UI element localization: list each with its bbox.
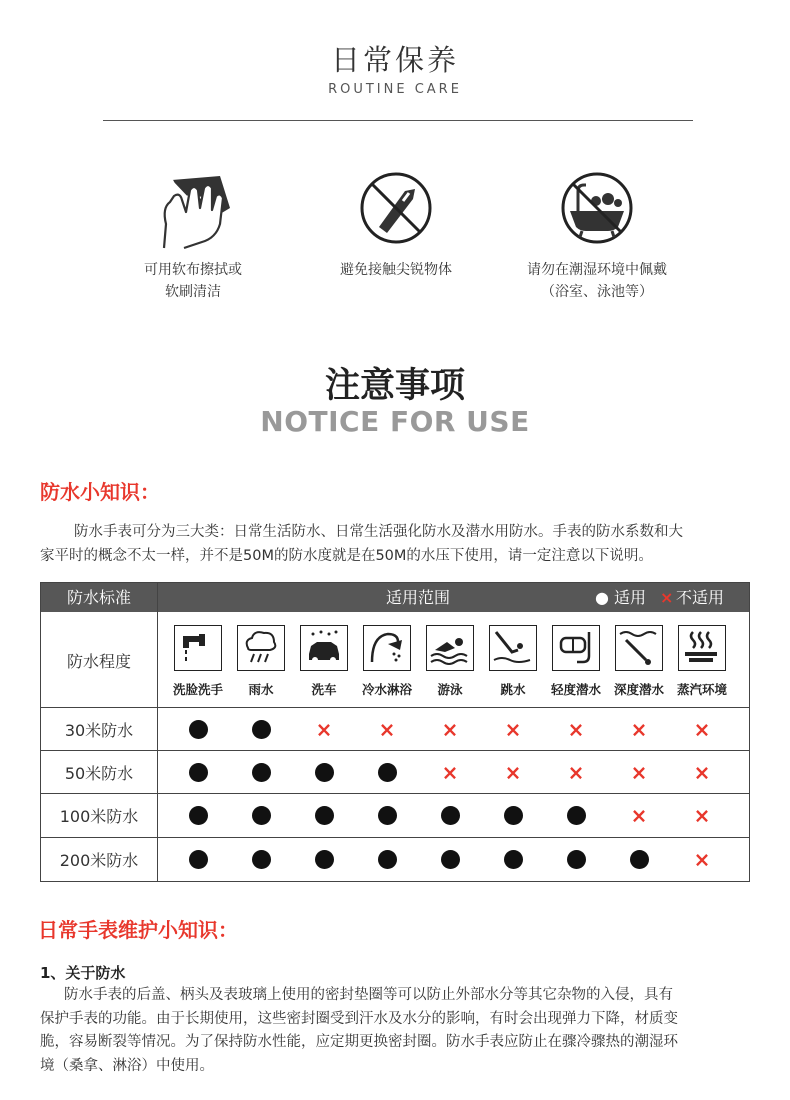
waterproof-table (40, 582, 750, 882)
row-label: 200米防水 (59, 851, 139, 870)
row-label: 30米防水 (64, 721, 134, 740)
suitable-dot (183, 844, 213, 874)
activity-label: 雨水 (248, 682, 274, 697)
row-header-degree: 防水程度 (66, 652, 131, 671)
activity-label: 深度潜水 (613, 682, 664, 697)
rain-icon (237, 625, 285, 671)
dot-icon (567, 806, 586, 825)
unsuitable-cross (561, 757, 591, 787)
cross-icon: × (315, 717, 333, 742)
unsuitable-cross (687, 844, 717, 874)
care-item-humid-line2: （浴室、泳池等） (541, 284, 653, 300)
cross-icon: × (504, 717, 522, 742)
suitable-dot (246, 714, 276, 744)
maintenance-line: 境（桑拿、淋浴）中使用。 (40, 1057, 214, 1074)
cross-icon: × (441, 717, 459, 742)
maintenance-paragraph (40, 984, 760, 1078)
unsuitable-cross (435, 714, 465, 744)
activity-label: 轻度潜水 (550, 682, 601, 697)
suitable-dot (372, 844, 402, 874)
table-header-range: 适用范围 (386, 588, 451, 607)
row-label: 50米防水 (64, 764, 134, 783)
waterproof-para-line2: 家平时的概念不太一样，并不是50M的防水度就是在50M的水压下使用，请一定注意以下说明。 (40, 548, 653, 564)
cross-icon: × (693, 803, 711, 828)
unsuitable-cross (624, 757, 654, 787)
cross-icon: × (693, 717, 711, 742)
dot-icon (378, 850, 397, 869)
cross-icon: × (504, 760, 522, 785)
activity-label: 洗脸洗手 (172, 682, 223, 697)
swimming-icon (426, 625, 474, 671)
dot-icon (441, 850, 460, 869)
cloth-wipe-icon (150, 168, 240, 258)
dot-icon (315, 850, 334, 869)
suitable-dot (309, 757, 339, 787)
dot-icon (567, 850, 586, 869)
unsuitable-cross (498, 714, 528, 744)
unsuitable-cross (435, 757, 465, 787)
cross-icon: × (567, 717, 585, 742)
unsuitable-cross (372, 714, 402, 744)
dot-icon (378, 806, 397, 825)
unsuitable-cross (309, 714, 339, 744)
table-row-divider (41, 750, 749, 751)
dot-icon (189, 806, 208, 825)
suitable-dot (309, 844, 339, 874)
suitable-dot (624, 844, 654, 874)
unsuitable-cross (624, 714, 654, 744)
waterproof-para-line1: 防水手表可分为三大类：日常生活防水、日常生活强化防水及潜水用防水。手表的防水系数和大 (74, 524, 683, 540)
cross-icon: × (567, 760, 585, 785)
care-item-sharp (286, 259, 506, 281)
cross-icon: × (441, 760, 459, 785)
dot-icon (189, 850, 208, 869)
table-row-divider (41, 707, 749, 708)
care-item-sharp-line1: 避免接触尖锐物体 (340, 262, 452, 278)
maintenance-item-title: 1、关于防水 (40, 964, 126, 982)
dot-icon (189, 763, 208, 782)
no-bath-icon (552, 163, 642, 253)
diving-icon (489, 625, 537, 671)
unsuitable-cross (624, 800, 654, 830)
no-knife-icon (351, 163, 441, 253)
waterproof-paragraph (40, 520, 760, 568)
suitable-dot (498, 800, 528, 830)
notice-title: 注意事项 (324, 366, 465, 406)
suitable-dot (435, 844, 465, 874)
dot-icon (504, 806, 523, 825)
suitable-dot (246, 757, 276, 787)
maintenance-heading: 日常手表维护小知识： (38, 918, 238, 942)
dot-icon (315, 806, 334, 825)
activity-label: 蒸汽环境 (676, 682, 727, 697)
dot-icon (378, 763, 397, 782)
legend-suitable: ● 适用 (595, 588, 647, 607)
dot-icon (315, 763, 334, 782)
dot-icon (189, 720, 208, 739)
care-item-humid-line1: 请勿在潮湿环境中佩戴 (527, 262, 667, 278)
dot-icon (630, 850, 649, 869)
cross-icon: × (693, 760, 711, 785)
legend-unsuitable: 不适用 (676, 588, 725, 607)
row-label: 100米防水 (59, 807, 139, 826)
routine-care-title: 日常保养 (330, 43, 459, 77)
unsuitable-cross (687, 714, 717, 744)
suitable-dot (309, 800, 339, 830)
table-header-standard: 防水标准 (41, 583, 157, 612)
suitable-dot (183, 714, 213, 744)
care-item-wipe (83, 259, 303, 303)
dot-icon (252, 806, 271, 825)
dot-icon (441, 806, 460, 825)
faucet-icon (174, 625, 222, 671)
cross-icon: × (378, 717, 396, 742)
activity-label: 游泳 (437, 682, 463, 697)
suitable-dot (435, 800, 465, 830)
suitable-dot (246, 844, 276, 874)
maintenance-line: 防水手表的后盖、柄头及表玻璃上使用的密封垫圈等可以防止外部水分等其它杂物的入侵，具有 (64, 987, 673, 1003)
suitable-dot (372, 757, 402, 787)
cross-icon: × (693, 847, 711, 872)
dot-icon (252, 720, 271, 739)
suitable-dot (561, 800, 591, 830)
cross-icon: × (630, 760, 648, 785)
unsuitable-cross (561, 714, 591, 744)
activity-label: 冷水淋浴 (361, 682, 412, 697)
dot-icon (252, 850, 271, 869)
cross-icon: × (630, 803, 648, 828)
suitable-dot (561, 844, 591, 874)
unsuitable-cross (687, 800, 717, 830)
shower-icon (363, 625, 411, 671)
maintenance-line: 脆，容易断裂等情况。为了保持防水性能，应定期更换密封圈。防水手表应防止在骤冷骤热的潮湿环 (40, 1034, 678, 1050)
suitable-dot (498, 844, 528, 874)
activity-label: 洗车 (311, 682, 337, 697)
unsuitable-cross (687, 757, 717, 787)
table-header-range-bar (158, 583, 749, 612)
notice-subtitle: NOTICE FOR USE (260, 405, 530, 438)
car-wash-icon (300, 625, 348, 671)
activity-label: 跳水 (500, 682, 526, 697)
care-item-wipe-line1: 可用软布擦拭或 (144, 262, 242, 278)
table-row-divider (41, 793, 749, 794)
unsuitable-cross (498, 757, 528, 787)
deep-dive-icon (615, 625, 663, 671)
dot-icon (504, 850, 523, 869)
snorkel-icon (552, 625, 600, 671)
legend-cross-mark: × (660, 588, 674, 607)
header-divider (103, 120, 693, 121)
table-row-divider (41, 837, 749, 838)
maintenance-line: 保护手表的功能。由于长期使用，这些密封圈受到汗水及水分的影响，有时会出现弹力下降，材质变 (40, 1010, 678, 1027)
suitable-dot (183, 757, 213, 787)
steam-icon (678, 625, 726, 671)
suitable-dot (183, 800, 213, 830)
care-item-wipe-line2: 软刷清洁 (165, 284, 221, 300)
waterproof-heading: 防水小知识： (40, 480, 160, 504)
suitable-dot (372, 800, 402, 830)
routine-care-subtitle: ROUTINE CARE (328, 82, 462, 97)
care-item-humid (487, 259, 707, 303)
suitable-dot (246, 800, 276, 830)
dot-icon (252, 763, 271, 782)
cross-icon: × (630, 717, 648, 742)
